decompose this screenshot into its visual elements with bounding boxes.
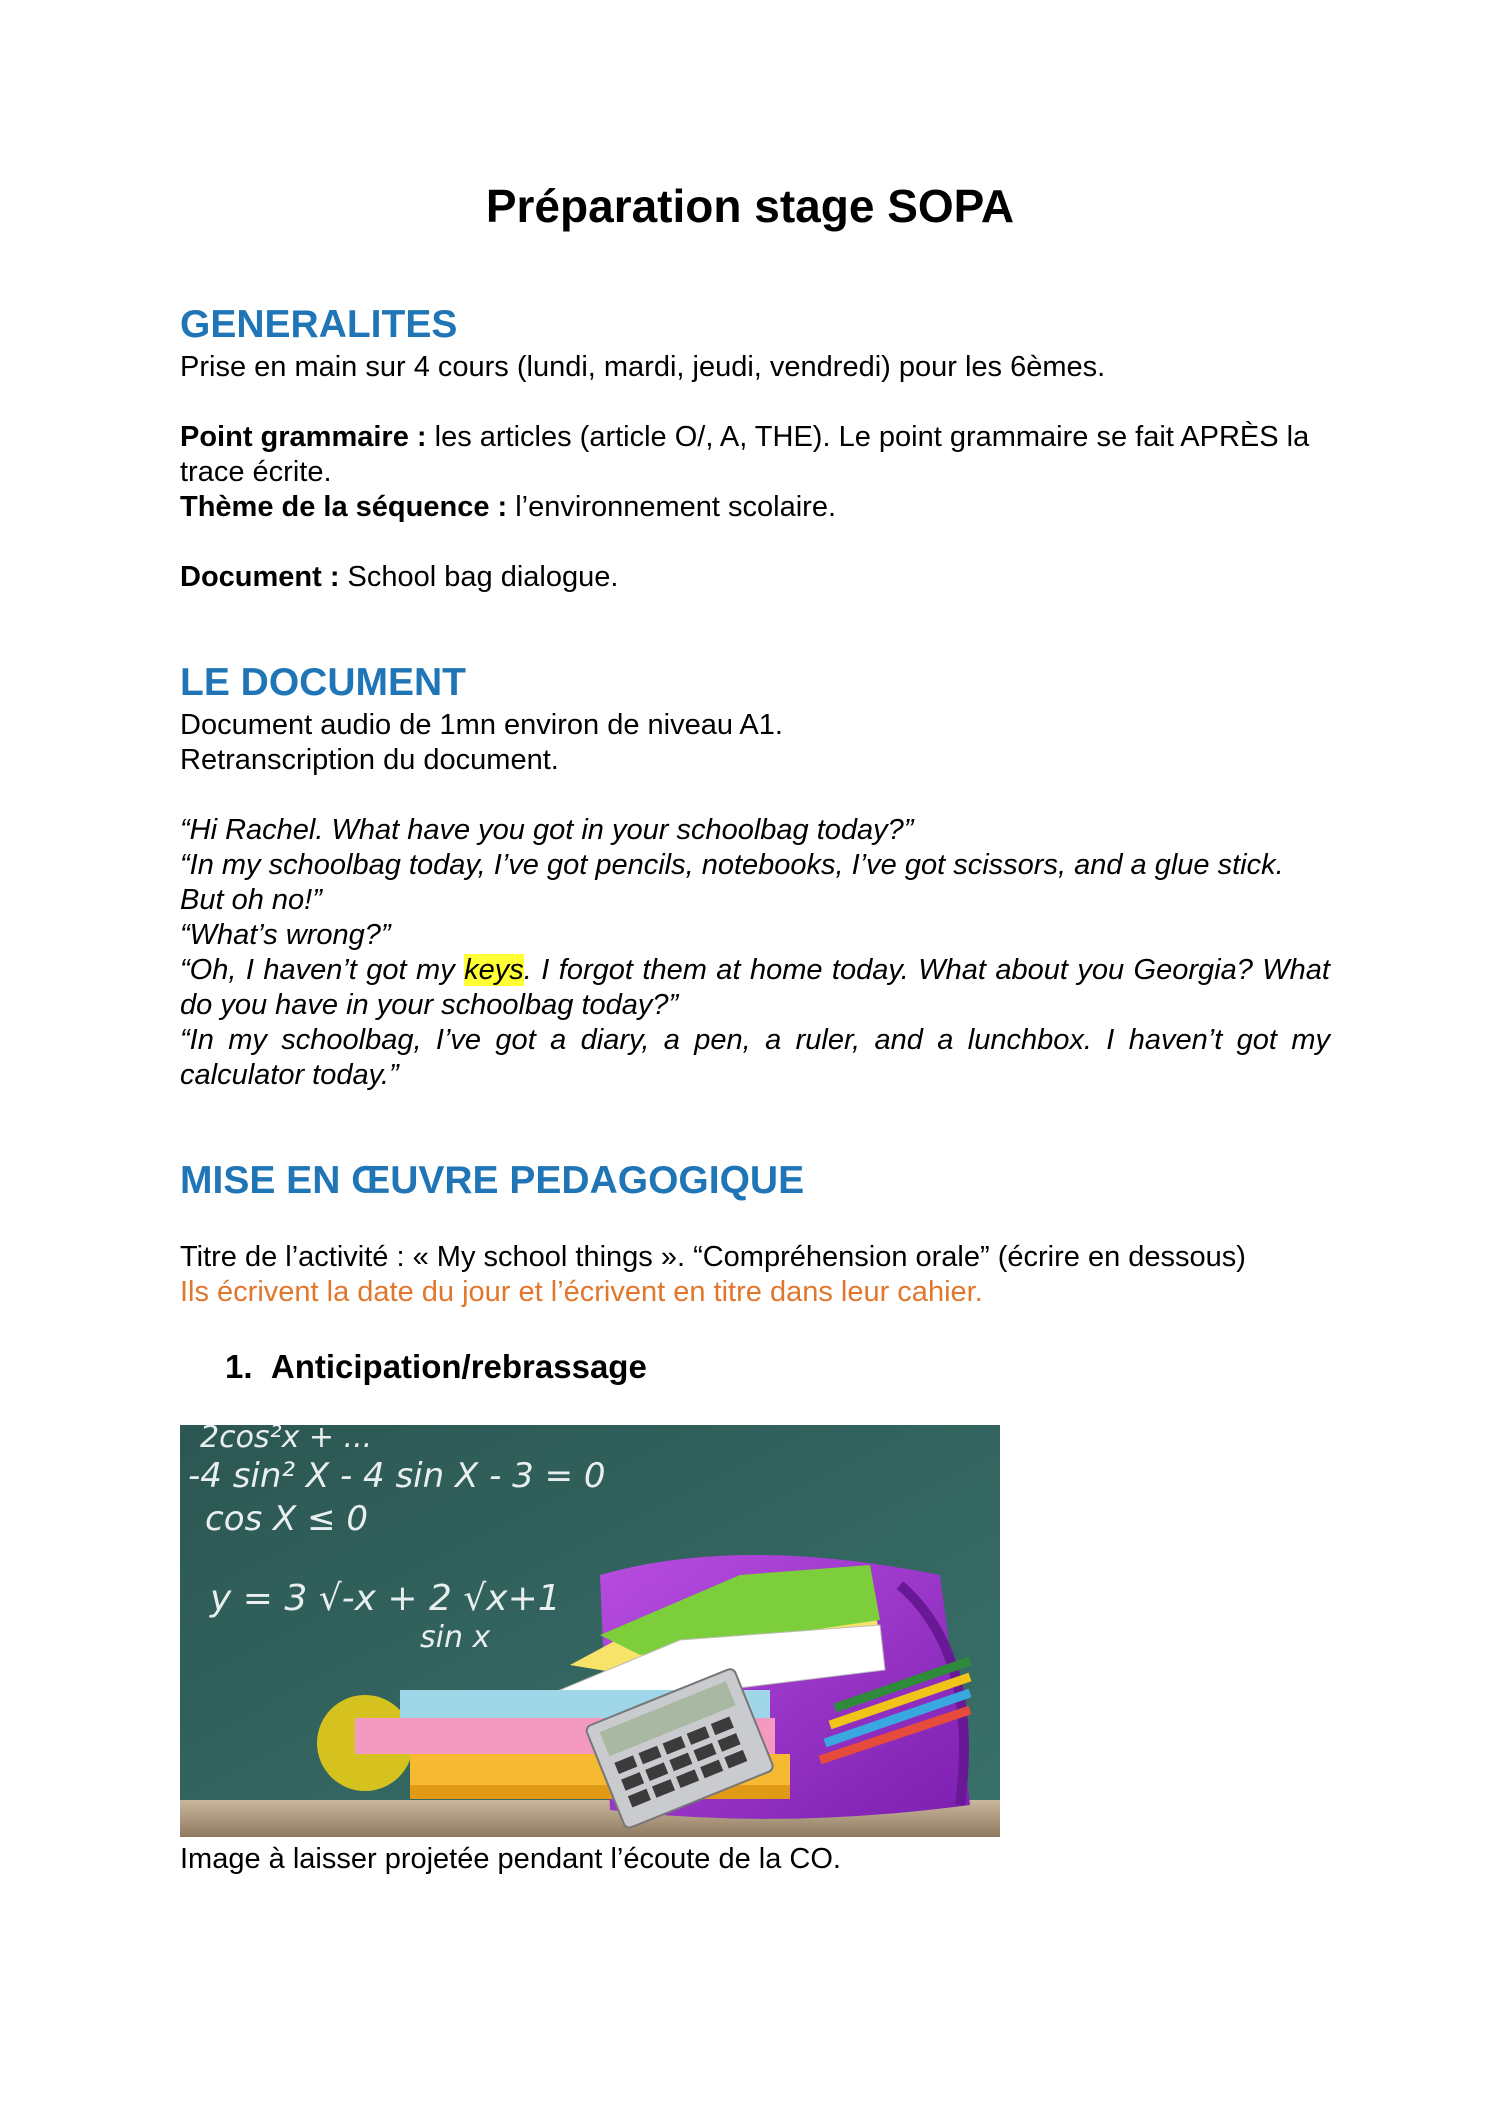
grammar-label: Point grammaire : bbox=[180, 421, 427, 453]
step-number: 1. bbox=[225, 1348, 253, 1385]
schoolbag-illustration bbox=[180, 1425, 1000, 1837]
document-label: Document : bbox=[180, 561, 340, 593]
activity-title-line: Titre de l’activité : « My school things ». “Compréhension orale” (écrire en dessous) bbox=[180, 1241, 1246, 1273]
generalites-intro: Prise en main sur 4 cours (lundi, mardi, jeudi, vendredi) pour les 6èmes. bbox=[180, 351, 1106, 383]
dialogue-line-4 bbox=[180, 953, 1330, 1023]
document-audio-line: Document audio de 1mn environ de niveau A1. bbox=[180, 709, 783, 741]
theme-line bbox=[180, 490, 1330, 525]
chalk-line-5: sin x bbox=[420, 1620, 491, 1655]
dialogue-line-2: “In my schoolbag today, I’ve got pencils, notebooks, I’ve got scissors, and a glue stick. But oh no!” bbox=[180, 849, 1284, 916]
dialogue-line-5: “In my schoolbag, I’ve got a diary, a pen, a ruler, and a lunchbox. I haven’t got my calculator today.” bbox=[180, 1024, 1330, 1091]
grammar-point bbox=[180, 420, 1330, 490]
orange-note: Ils écrivent la date du jour et l’écrivent en titre dans leur cahier. bbox=[180, 1276, 983, 1308]
heading-generalites: GENERALITES bbox=[180, 303, 458, 346]
theme-label: Thème de la séquence : bbox=[180, 491, 508, 523]
highlighted-word-keys: keys bbox=[464, 954, 524, 986]
dialogue-line-4-end: . I forgot them at home today. What about you Georgia? What do you have in your schoolbag today?” bbox=[180, 954, 1330, 1021]
document-line bbox=[180, 560, 1330, 595]
grammar-text: les articles (article O/, A, THE). Le point grammaire se fait APRÈS la trace écrite. bbox=[180, 421, 1310, 488]
chalk-line-4: y = 3 √-x + 2 √x+1 bbox=[210, 1578, 561, 1619]
page-title: Préparation stage SOPA bbox=[485, 180, 1015, 232]
theme-text: l’environnement scolaire. bbox=[507, 491, 836, 523]
dialogue-line-4-start: “Oh, I haven’t got my bbox=[180, 954, 465, 986]
heading-mise-en-oeuvre: MISE EN ŒUVRE PEDAGOGIQUE bbox=[180, 1159, 805, 1202]
document-transcript-line: Retranscription du document. bbox=[180, 744, 559, 776]
heading-le-document: LE DOCUMENT bbox=[180, 661, 466, 704]
document-text: School bag dialogue. bbox=[339, 561, 619, 593]
step-heading bbox=[225, 1347, 647, 1387]
chalk-line-3: cos X ≤ 0 bbox=[205, 1499, 369, 1539]
dialogue-line-3: “What’s wrong?” bbox=[180, 919, 391, 951]
step-label: Anticipation/rebrassage bbox=[270, 1348, 647, 1385]
dialogue-line-1: “Hi Rachel. What have you got in your schoolbag today?” bbox=[180, 814, 914, 846]
chalk-line-1: 2cos²x + ... bbox=[200, 1425, 373, 1455]
chalk-line-2: -4 sin² X - 4 sin X - 3 = 0 bbox=[188, 1456, 606, 1496]
image-caption: Image à laisser projetée pendant l’écoute de la CO. bbox=[180, 1843, 841, 1875]
